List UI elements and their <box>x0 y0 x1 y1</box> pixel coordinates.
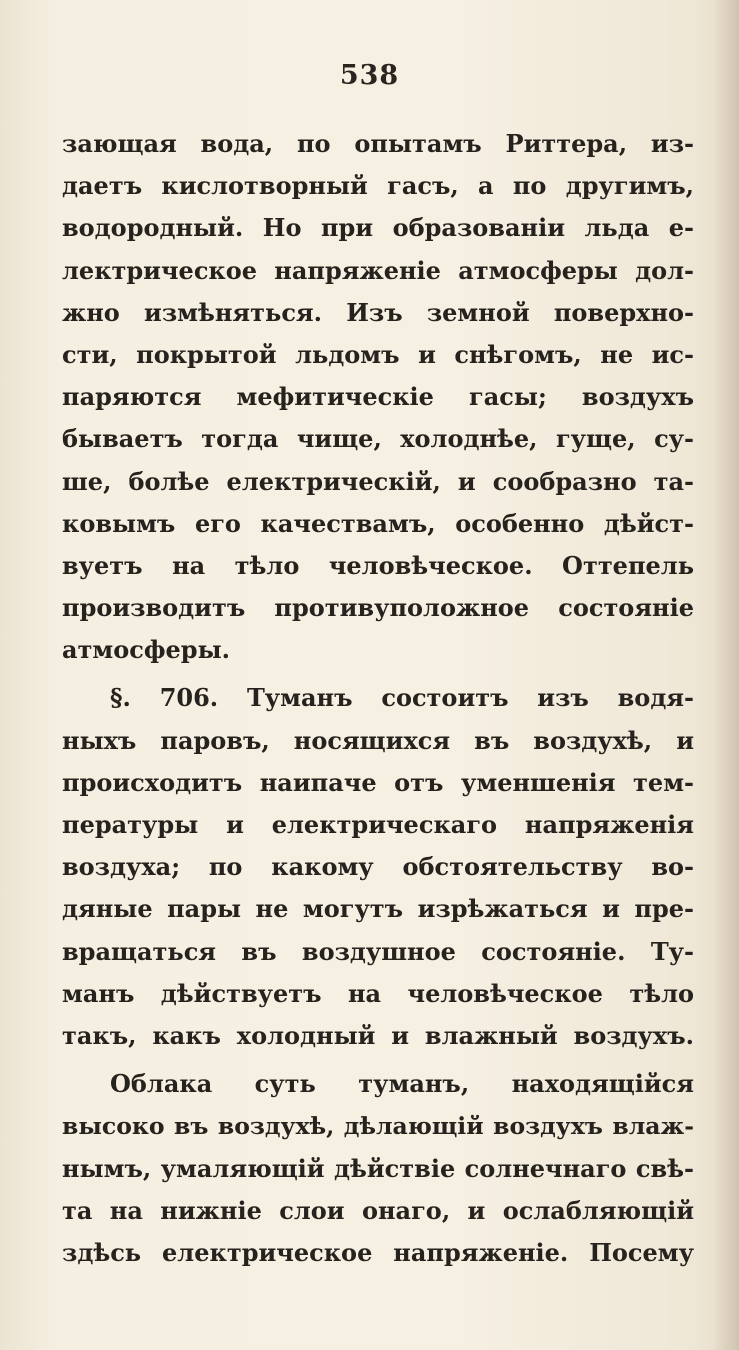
page-number: 538 <box>339 60 400 91</box>
text-line: вуетъ на тѣло человѣческое. Оттепель <box>62 550 694 580</box>
text-line: такъ, какъ холодный и влажный воздухъ. <box>62 1020 694 1050</box>
text-line: ковымъ его качествамъ, особенно дѣйст- <box>62 508 694 538</box>
text-line: вращаться въ воздушное состояніе. Ту- <box>62 936 694 966</box>
text-line: здѣсь електрическое напряженіе. Посему <box>62 1237 694 1267</box>
text-line: бываетъ тогда чище, холоднѣе, гуще, су- <box>62 424 694 454</box>
text-line: Облака суть туманъ, находящійся <box>110 1069 694 1099</box>
text-line: паряются мефитическіе гасы; воздухъ <box>62 382 694 412</box>
page-edge-shadow <box>713 0 739 1350</box>
text-line: зающая вода, по опытамъ Риттера, из- <box>62 129 694 158</box>
text-line: дяные пары не могутъ изрѣжаться и пре- <box>62 894 694 924</box>
text-line: воздуха; по какому обстоятельству во- <box>62 852 694 882</box>
text-line: происходитъ наипаче отъ уменшенія тем- <box>62 767 694 797</box>
text-line: §. 706. Туманъ состоитъ изъ водя- <box>110 683 694 713</box>
text-line: ныхъ паровъ, носящихся въ воздухѣ, и <box>62 725 694 755</box>
paragraph-1 <box>62 123 694 671</box>
text-line: производитъ противуположное состояніе <box>62 593 694 623</box>
paragraph-3 <box>62 1063 694 1274</box>
text-line: сти, покрытой льдомъ и снѣгомъ, не ис- <box>62 339 694 369</box>
text-line: манъ дѣйствуетъ на человѣческое тѣло <box>62 978 694 1008</box>
text-line: жно измѣняться. Изъ земной поверхно- <box>62 297 694 327</box>
text-line: атмосферы. <box>62 635 230 665</box>
text-line: пературы и електрическаго напряженія <box>62 810 694 839</box>
text-line: водородный. Но при образованіи льда е- <box>62 213 694 243</box>
text-line: та на нижніе слои онаго, и ослабляющій <box>62 1195 694 1225</box>
text-line: ше, болѣе електрическій, и сообразно та- <box>62 466 694 496</box>
text-line: даетъ кислотворный гасъ, а по другимъ, <box>62 171 694 201</box>
page-body <box>62 123 694 1274</box>
text-line: высоко въ воздухѣ, дѣлающій воздухъ влаж- <box>62 1112 694 1141</box>
text-line: нымъ, умаляющій дѣйствіе солнечнаго свѣ- <box>62 1153 694 1183</box>
paragraph-2 <box>62 677 694 1057</box>
text-line: лектрическое напряженіе атмосферы дол- <box>62 255 694 285</box>
